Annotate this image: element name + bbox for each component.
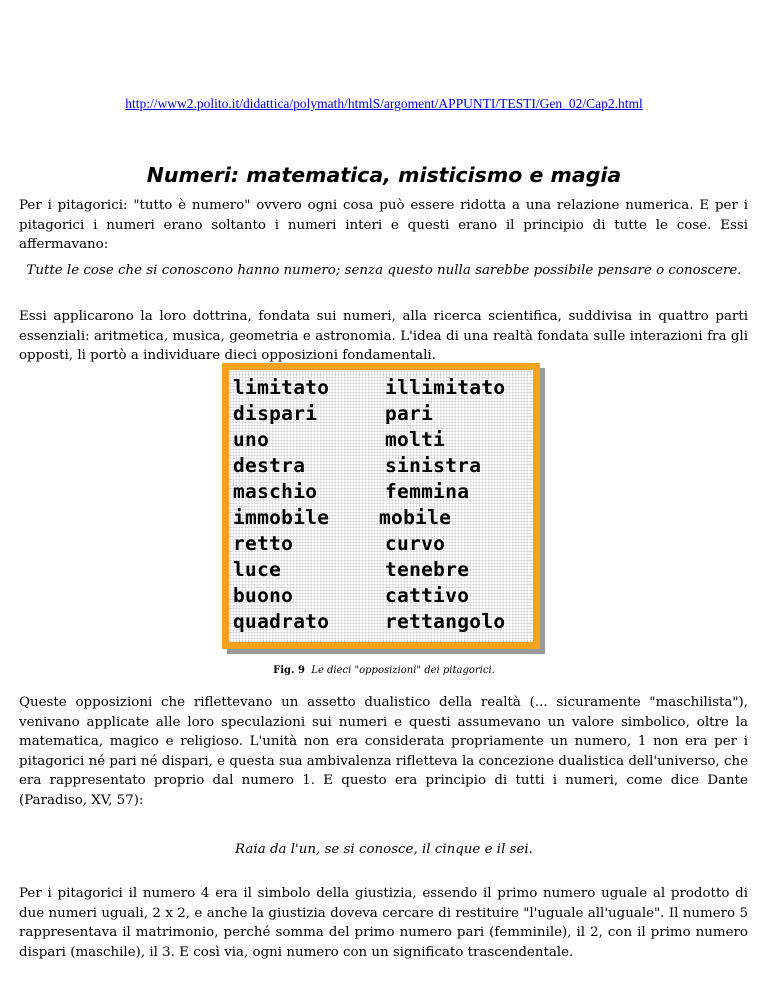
opposition-right-word: sinistra [385, 454, 482, 477]
opposition-right-word: illimitato [385, 376, 506, 399]
opposition-left-word: limitato [233, 376, 330, 399]
opposition-left-word: retto [233, 532, 294, 555]
opposition-right-word: curvo [385, 532, 446, 555]
opposition-right-word: pari [385, 402, 434, 425]
opposition-right-word: rettangolo [385, 610, 506, 633]
opposition-right-word: femmina [385, 480, 470, 503]
paragraph-doctrine: Essi applicarono la loro dottrina, fondata sui numeri, alla ricerca scientifica, suddivisa in quattro parti essenziali: aritmetica, musica, geometria e astronomia. L'idea di una realtà fondata sulle interazioni fra gli opposti, li portò a individuare dieci opposizioni fondamentali. [19, 309, 748, 363]
caption-text: Le dieci "opposizioni" dei pitagorici. [311, 665, 495, 676]
page-title: Numeri: matematica, misticismo e magia [146, 163, 622, 187]
opposition-left-word: buono [233, 584, 294, 607]
source-link[interactable]: http://www2.polito.it/didattica/polymath/htmlS/argoment/APPUNTI/TESTI/Gen_02/Cap2.html [125, 96, 643, 111]
paragraph-oppositions: Queste opposizioni che riflettevano un assetto dualistico della realtà (... sicuramente "maschilista"), venivano applicate alle loro speculazioni sui numeri e questi assumevano un valore simbolico, oltre la matematica, magico e religioso. L'unità non era considerata propriamente un numero, 1 non era per i pitagorici né pari né dispari, e questa sua ambivalenza rifletteva la concezione dualistica dell'universo, che era rappresentato proprio dal numero 1. E questo era principio di tutti i numeri, come dice Dante (Paradiso, XV, 57): [19, 695, 748, 808]
figure-caption [0, 665, 768, 676]
caption-label: Fig. 9 [273, 665, 305, 676]
opposition-left-word: destra [233, 454, 306, 477]
opposition-left-word: luce [233, 558, 282, 581]
quote-pythagoreans: Tutte le cose che si conoscono hanno numero; senza questo nulla sarebbe possibile pensare o conoscere. [26, 263, 742, 278]
opposition-left-word: quadrato [233, 610, 330, 633]
quote-dante: Raia da l'un, se si conosce, il cinque e il sei. [235, 842, 533, 857]
opposition-left-word: uno [233, 428, 270, 451]
opposition-right-word: tenebre [385, 558, 470, 581]
oppositions-figure [227, 368, 545, 654]
opposition-right-word: molti [385, 428, 446, 451]
paragraph-numbers: Per i pitagorici il numero 4 era il simbolo della giustizia, essendo il primo numero uguale al prodotto di due numeri uguali, 2 x 2, e anche la giustizia doveva cercare di restituire "l'uguale all'uguale". Il numero 5 rappresentava il matrimonio, perché somma del primo numero pari (femminile), il 2, con il primo numero dispari (maschile), il 3. E così via, ogni numero con un significato trascendentale. [19, 886, 748, 960]
oppositions-board [229, 370, 533, 642]
opposition-left-word: dispari [233, 402, 318, 425]
opposition-right-word: cattivo [385, 584, 470, 607]
opposition-left-word: immobile [233, 506, 330, 529]
opposition-right-word: mobile [379, 506, 452, 529]
figure-frame [222, 363, 540, 649]
opposition-left-word: maschio [233, 480, 318, 503]
paragraph-intro: Per i pitagorici: "tutto è numero" ovvero ogni cosa può essere ridotta a una relazione numerica. E per i pitagorici i numeri erano soltanto i numeri interi e questi erano il principio di tutte le cose. Essi affermavano: [19, 198, 748, 252]
